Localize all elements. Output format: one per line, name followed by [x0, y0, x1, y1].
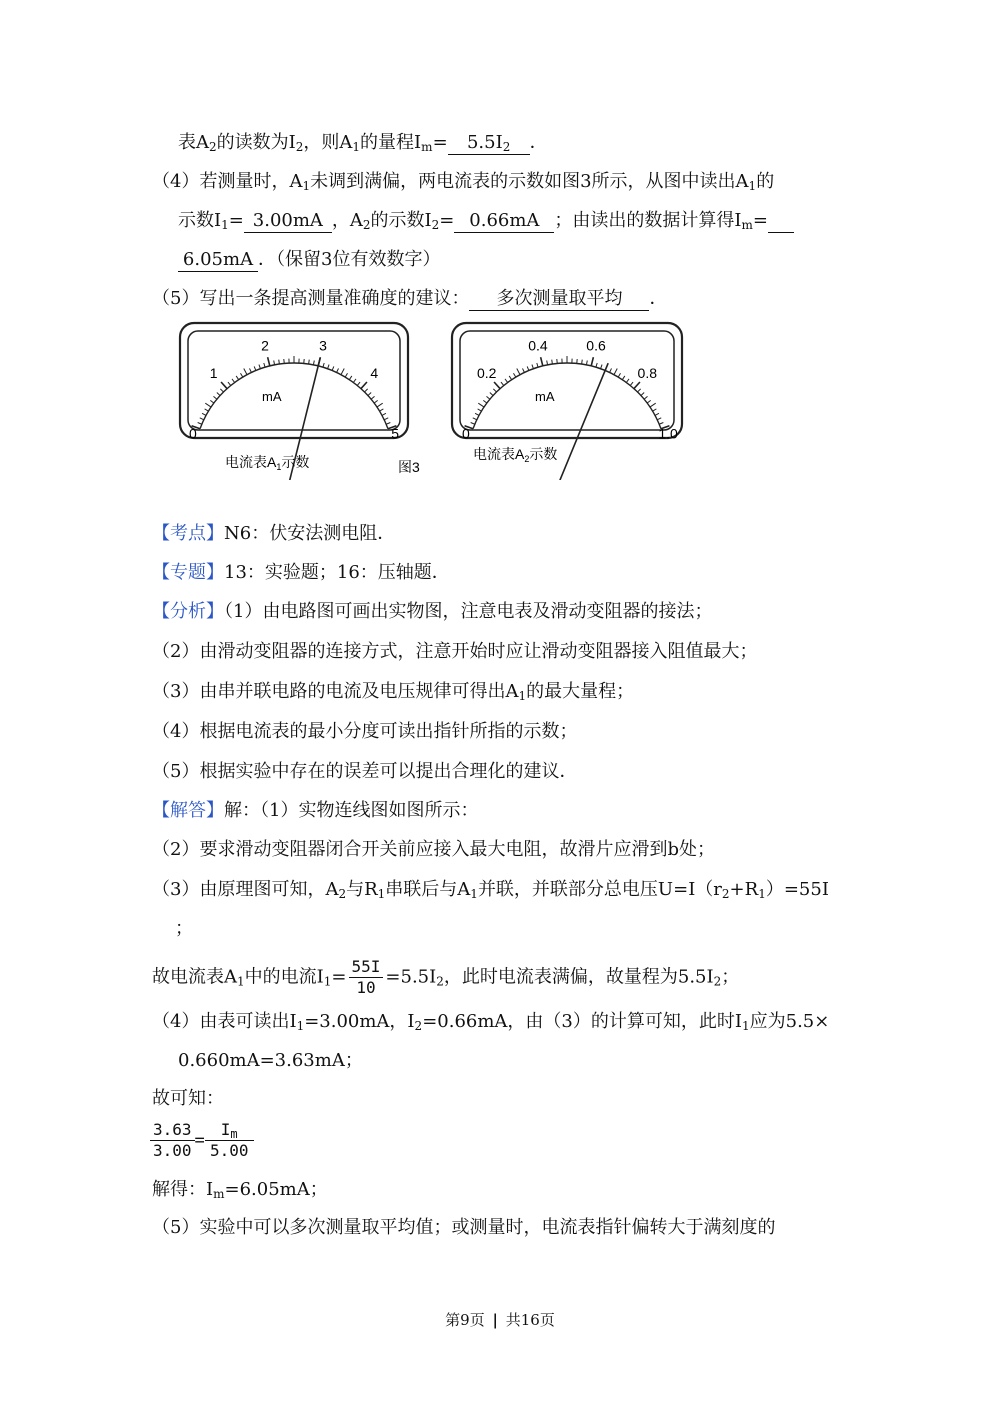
jieda-tag: 【解答】	[152, 800, 224, 821]
scale-label: 0.6	[586, 337, 606, 354]
analysis-3: （3）由串并联电路的电流及电压规律可得出$A_1$的最大量程；	[152, 681, 635, 703]
unit-label: mA	[535, 389, 555, 404]
fenxi-line: 【分析】（1）由电路图可画出实物图，注意电表及滑动变阻器的接法；	[152, 601, 713, 622]
scale-label: 1	[209, 364, 218, 381]
scale-label: 2	[261, 337, 269, 354]
footer-separator: |	[492, 1311, 498, 1329]
solution-5: （5）实验中可以多次测量取平均值；或测量时，电流表指针偏转大于满刻度的	[152, 1217, 776, 1238]
scale-label: 0	[189, 425, 197, 442]
meter1-caption: 电流表$A_1$示数	[225, 454, 310, 472]
scale-label: 5	[391, 425, 399, 442]
solution-3-semicolon: ；	[175, 918, 193, 939]
figure-label: 图3	[398, 459, 420, 475]
page-number: 第9页	[445, 1311, 485, 1329]
solution-3-result: 故电流表$A_1$中的电流$I_1=$ $\frac{55I}{10}$ $=5.5I_2$，此时电流表满偏，故量程为$5.5I_2$；	[152, 957, 740, 997]
scale-label: 1.0	[658, 425, 678, 442]
zhuanti-line: 【专题】13：实验题；16：压轴题．	[152, 562, 450, 583]
analysis-2: （2）由滑动变阻器的连接方式，注意开始时应让滑动变阻器接入阻值最大；	[152, 641, 758, 662]
meter2-caption: 电流表$A_2$示数	[473, 446, 558, 464]
analysis-4: （4）根据电流表的最小分度可读出指针所指的示数；	[152, 721, 578, 742]
scale-label: 0.8	[637, 364, 658, 381]
answer-blank: 3.00mA	[244, 210, 332, 233]
analysis-5: （5）根据实验中存在的误差可以提出合理化的建议．	[152, 761, 578, 782]
fenxi-tag: 【分析】	[152, 601, 224, 622]
jieda-line: 【解答】解：（1）实物连线图如图所示：	[152, 800, 479, 821]
fraction-left: $\frac{3.63}{3.00}$	[150, 1120, 195, 1161]
zhuanti-tag: 【专题】	[152, 562, 224, 583]
page-total: 共16页	[505, 1311, 555, 1329]
scale-label: 4	[370, 364, 379, 381]
question-4-cont: 6.05mA ．（保留3位有效数字）	[178, 248, 440, 272]
answer-blank: 6.05mA	[178, 249, 258, 272]
scale-tick	[582, 360, 583, 364]
question-4-line: （4）若测量时，$A_1$未调到满偏，两电流表的示数如图3所示，从图中读出$A_1$的	[152, 171, 775, 193]
answer-line-3: 表$A_2$的读数为$I_2$，则$A_1$的量程$I_m= 5.5I_2$ ．	[178, 132, 548, 154]
fraction: $\frac{55I}{10}$	[349, 957, 384, 998]
scale-tick	[552, 360, 553, 364]
figure-3	[170, 315, 700, 480]
answer-blank: 多次测量取平均	[469, 288, 649, 311]
scale-label: 3	[319, 337, 327, 354]
solution-2: （2）要求滑动变阻器闭合开关前应接入最大电阻，故滑片应滑到b处；	[152, 839, 715, 860]
question-4-answers: 示数$I_1= 3.00mA$ ，$A_2$的示数$I_2= 0.66mA$ ；由读出的数据计算得$I_m=$	[178, 209, 794, 233]
answer-blank-start	[768, 210, 794, 233]
kaodian-tag: 【考点】	[152, 523, 224, 544]
scale-tick	[279, 360, 280, 364]
answer-blank: 0.66mA	[454, 210, 554, 233]
solution-4-conclude: 故可知：	[152, 1088, 224, 1109]
solution-4: （4）由表可读出$I_1=3.00mA$，$I_2=0.66mA$，由（3）的计算可知，此时$I_1$应为5.5×	[152, 1011, 830, 1033]
question-5-line: （5）写出一条提高测量准确度的建议： 多次测量取平均 ．	[152, 288, 668, 309]
scale-label: 0.2	[476, 364, 497, 381]
kaodian-line: 【考点】N6：伏安法测电阻．	[152, 523, 396, 544]
solution-4-cont: 0.660mA=3.63mA；	[178, 1050, 363, 1071]
scale-label: 0.4	[528, 337, 548, 354]
scale-label: 0	[462, 425, 470, 442]
page-footer	[0, 1309, 1000, 1330]
solution-3: （3）由原理图可知，$A_2$与$R_1$串联后与$A_1$并联，并联部分总电压$U=I(r_2+R_1)=55I$	[152, 879, 829, 901]
answer-blank: $5.5I_2$	[448, 132, 530, 155]
fraction-right: $\frac{I_m}{5.00}$	[205, 1120, 254, 1161]
solution-4-result: 解得：$I_m=6.05mA$；	[152, 1179, 328, 1201]
proportion-equation: $\frac{3.63}{3.00}$ = $\frac{I_m}{5.00}$	[150, 1120, 254, 1161]
scale-tick	[309, 360, 310, 364]
unit-label: mA	[262, 389, 282, 404]
